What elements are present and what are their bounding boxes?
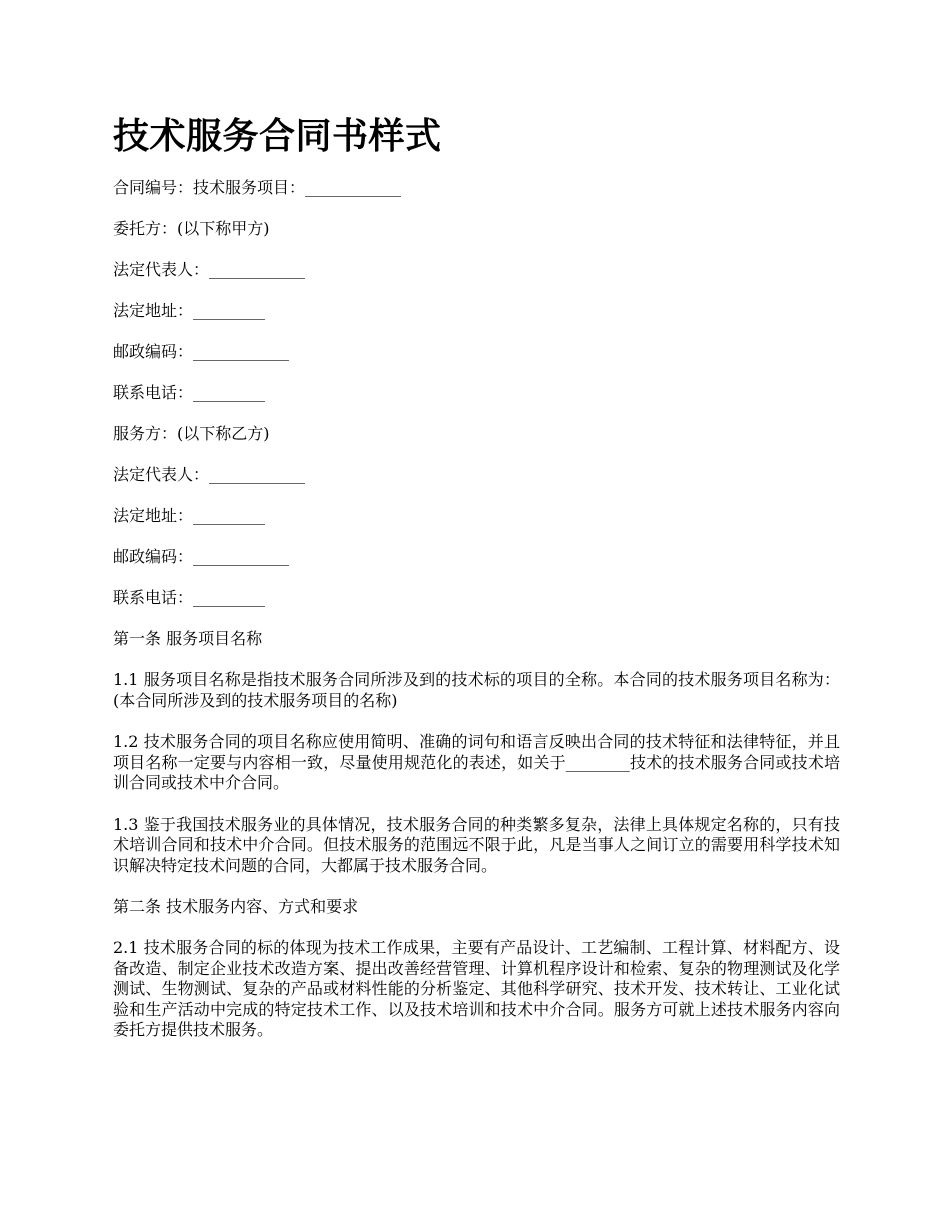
client-phone-line: 联系电话：_________ bbox=[113, 383, 266, 402]
article-2-paragraph-1: 2.1 技术服务合同的标的体现为技术工作成果，主要有产品设计、工艺编制、工程计算、材料配方、设备改造、制定企业技术改造方案、提出改善经营管理、计算机程序设计和检索、复杂的物理测试及化学测试、生物测试、复杂的产品或材料性能的分析鉴定、其他科学研究、技术开发、技术转让、工业化试验和生产活动中完成的特定技术工作、以及技术培训和技术中介合同。服务方可就上述技术服务内容向委托方提供技术服务。 bbox=[113, 938, 840, 1039]
article-1-paragraph-2: 1.2 技术服务合同的项目名称应使用简明、准确的词句和语言反映出合同的技术特征和法律特征，并且项目名称一定要与内容相一致，尽量使用规范化的表述，如关于________技术的技术服务合同或技术培训合同或技术中介合同。 bbox=[113, 732, 840, 792]
provider-legal-rep-line: 法定代表人：____________ bbox=[113, 465, 306, 484]
document-title: 技术服务合同书样式 bbox=[113, 115, 442, 157]
provider-address-line: 法定地址：_________ bbox=[113, 506, 266, 525]
article-1-paragraph-1: 1.1 服务项目名称是指技术服务合同所涉及到的技术标的项目的全称。本合同的技术服务项目名称为：(本合同所涉及到的技术服务项目的名称) bbox=[113, 670, 840, 710]
client-legal-rep-line: 法定代表人：____________ bbox=[113, 260, 306, 279]
article-1-heading: 第一条 服务项目名称 bbox=[113, 629, 263, 648]
contract-number-line: 合同编号：技术服务项目：____________ bbox=[113, 178, 402, 197]
article-2-heading: 第二条 技术服务内容、方式和要求 bbox=[113, 897, 359, 916]
document-page bbox=[113, 112, 840, 1062]
article-1-paragraph-3: 1.3 鉴于我国技术服务业的具体情况，技术服务合同的种类繁多复杂，法律上具体规定名称的，只有技术培训合同和技术中介合同。但技术服务的范围远不限于此，凡是当事人之间订立的需要用科学技术知识解决特定技术问题的合同，大都属于技术服务合同。 bbox=[113, 814, 840, 875]
client-party-line: 委托方：(以下称甲方) bbox=[113, 219, 270, 238]
provider-phone-line: 联系电话：_________ bbox=[113, 588, 266, 607]
client-address-line: 法定地址：_________ bbox=[113, 301, 266, 320]
client-postcode-line: 邮政编码：____________ bbox=[113, 342, 290, 361]
provider-party-line: 服务方：(以下称乙方) bbox=[113, 424, 270, 443]
provider-postcode-line: 邮政编码：____________ bbox=[113, 547, 290, 566]
